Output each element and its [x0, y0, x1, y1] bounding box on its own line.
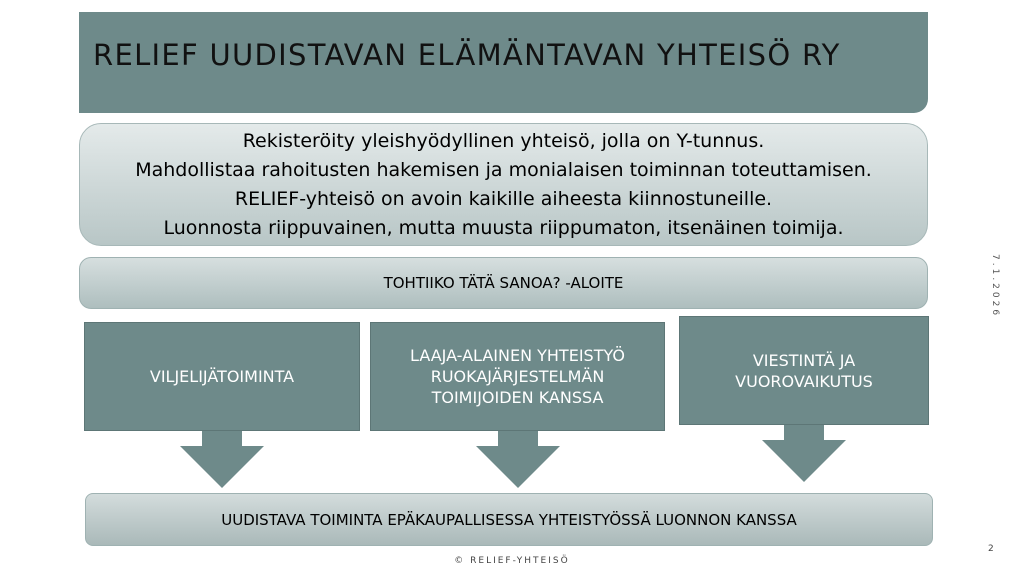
column-communication — [679, 316, 929, 425]
column-cooperation — [370, 322, 665, 431]
info-line-3: RELIEF-yhteisö on avoin kaikille aiheesta kiinnostuneille. — [234, 187, 773, 210]
down-arrow-2 — [476, 431, 560, 488]
slide-title: RELIEF UUDISTAVAN ELÄMÄNTAVAN YHTEISÖ RY — [93, 38, 841, 72]
down-arrow-1 — [180, 431, 264, 488]
info-line-4: Luonnosta riippuvainen, mutta muusta riippumaton, itsenäinen toimija. — [163, 216, 844, 239]
page-number: 2 — [988, 544, 994, 554]
column-farming — [84, 322, 360, 431]
column-cooperation-line-2: RUOKAJÄRJESTELMÄN — [430, 367, 605, 386]
column-cooperation-line-3: TOIMIJOIDEN KANSSA — [431, 388, 604, 407]
copyright-footer: © RELIEF-YHTEISÖ — [454, 556, 570, 566]
info-line-2: Mahdollistaa rahoitusten hakemisen ja monialaisen toiminnan toteuttamisen. — [135, 158, 872, 181]
slide-date: 7.1.2026 — [990, 254, 1000, 319]
outcome-label: UUDISTAVA TOIMINTA EPÄKAUPALLISESSA YHTEISTYÖSSÄ LUONNON KANSSA — [221, 510, 797, 529]
title-box — [79, 12, 928, 113]
info-line-1: Rekisteröity yleishyödyllinen yhteisö, jolla on Y-tunnus. — [242, 129, 765, 152]
banner-label: TOHTIIKO TÄTÄ SANOA? -ALOITE — [383, 274, 624, 292]
outcome-box — [85, 493, 933, 546]
column-farming-line-1: VILJELIJÄTOIMINTA — [149, 367, 295, 386]
initiative-banner — [79, 257, 928, 309]
column-communication-line-1: VIESTINTÄ JA — [752, 350, 856, 370]
column-cooperation-line-1: LAAJA-ALAINEN YHTEISTYÖ — [410, 346, 625, 365]
info-box — [79, 123, 928, 246]
column-communication-line-2: VUOROVAIKUTUS — [735, 371, 873, 391]
down-arrow-3 — [762, 425, 846, 482]
